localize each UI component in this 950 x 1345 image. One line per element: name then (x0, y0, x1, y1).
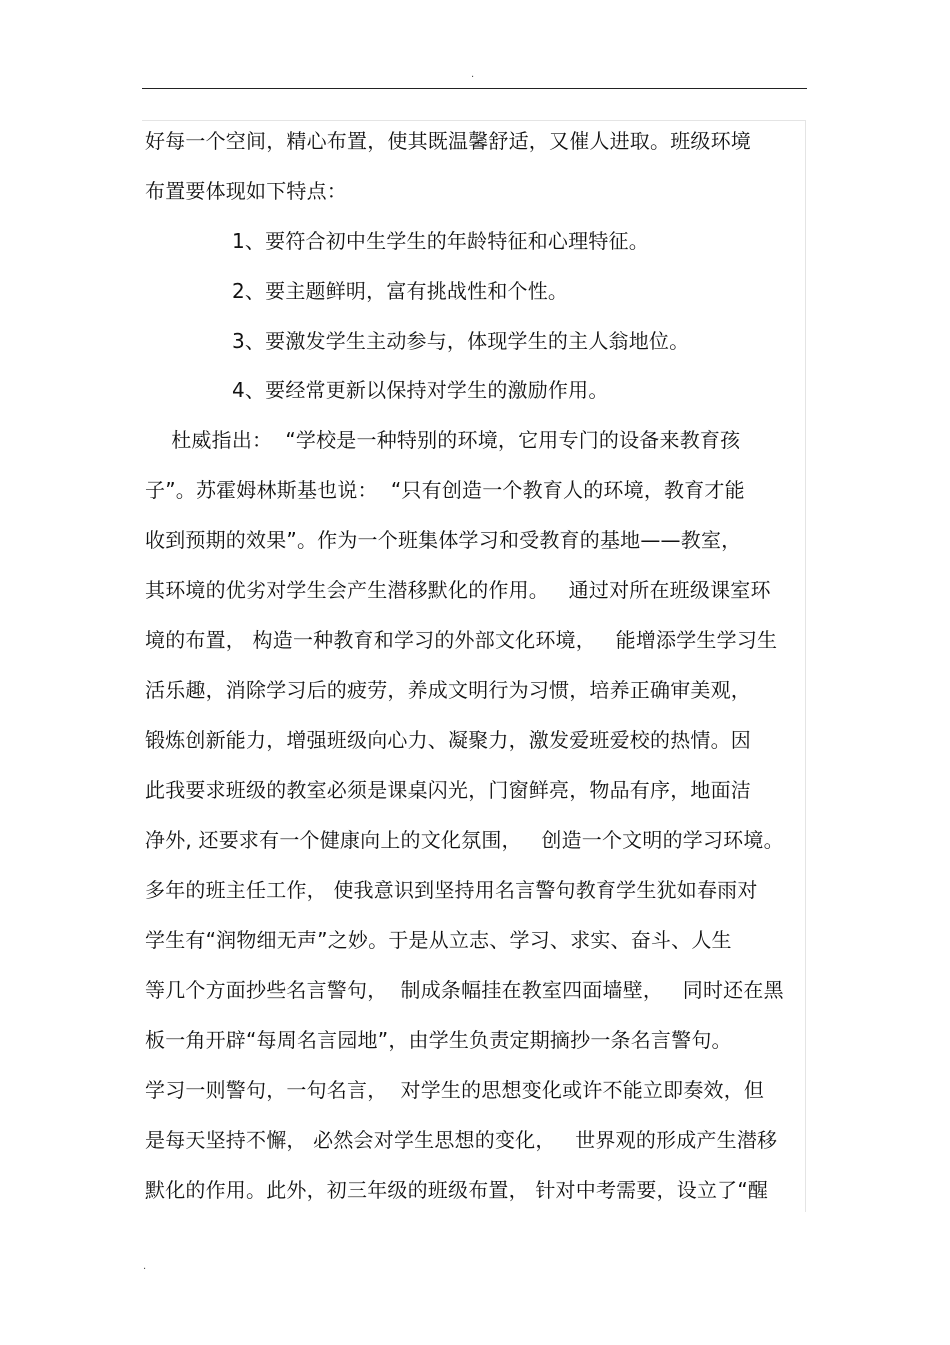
footer-mark: . (143, 1261, 147, 1272)
header-rule (142, 88, 807, 89)
body-line: 子”。苏霍姆林斯基也说： “只有创造一个教育人的环境，教育才能 (145, 478, 745, 502)
body-line: 其环境的优劣对学生会产生潜移默化的作用。 通过对所在班级课室环 (145, 578, 771, 602)
header-mark: . (471, 69, 475, 80)
body-line: 净外, 还要求有一个健康向上的文化氛围， 创造一个文明的学习环境。 (145, 828, 784, 852)
body-line: 锻炼创新能力，增强班级向心力、凝聚力，激发爱班爱校的热情。因 (145, 728, 751, 752)
body-line: 境的布置， 构造一种教育和学习的外部文化环境， 能增添学生学习生 (145, 628, 778, 652)
body-line: 杜威指出： “学校是一种特别的环境，它用专门的设备来教育孩 (145, 428, 741, 452)
body-line: 多年的班主任工作， 使我意识到坚持用名言警句教育学生犹如春雨对 (145, 878, 758, 902)
list-item: 4、要经常更新以保持对学生的激励作用。 (232, 378, 609, 402)
body-line: 板一角开辟“每周名言园地”，由学生负责定期摘抄一条名言警句。 (145, 1028, 732, 1052)
body-line: 布置要体现如下特点： (145, 179, 347, 203)
list-item: 3、要激发学生主动参与，体现学生的主人翁地位。 (232, 329, 690, 353)
body-line: 学生有“润物细无声”之妙。于是从立志、学习、求实、奋斗、人生 (145, 928, 732, 952)
body-line: 等几个方面抄些名言警句， 制成条幅挂在教室四面墙壁， 同时还在黑 (145, 978, 784, 1002)
body-line: 收到预期的效果”。作为一个班集体学习和受教育的基地——教室， (145, 528, 742, 552)
list-item: 1、要符合初中生学生的年龄特征和心理特征。 (232, 229, 649, 253)
body-line: 默化的作用。此外，初三年级的班级布置， 针对中考需要，设立了“醒 (145, 1178, 769, 1202)
body-line: 好每一个空间，精心布置，使其既温馨舒适，又催人进取。班级环境 (145, 129, 751, 153)
body-line: 活乐趣，消除学习后的疲劳，养成文明行为习惯，培养正确审美观， (145, 678, 751, 702)
body-line: 此我要求班级的教室必须是课桌闪光，门窗鲜亮，物品有序，地面洁 (145, 778, 751, 802)
body-line: 学习一则警句，一句名言， 对学生的思想变化或许不能立即奏效，但 (145, 1078, 765, 1102)
list-item: 2、要主题鲜明，富有挑战性和个性。 (232, 279, 569, 303)
body-line: 是每天坚持不懈， 必然会对学生思想的变化， 世界观的形成产生潜移 (145, 1128, 778, 1152)
